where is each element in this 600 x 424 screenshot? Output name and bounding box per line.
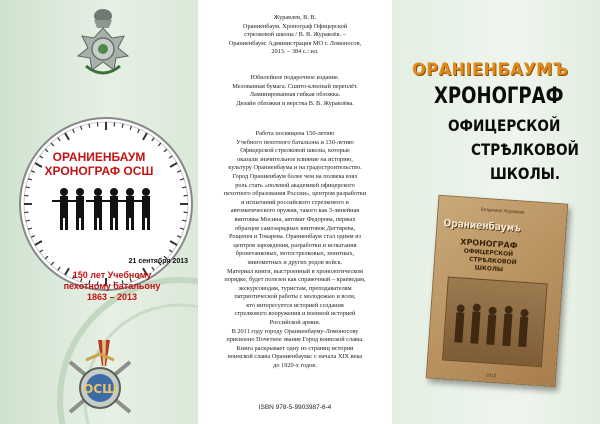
description-line: порядке, будет полезен как справочный – краеведам, — [224, 276, 366, 284]
crest-badge-icon — [72, 6, 134, 88]
clock-tick — [26, 220, 30, 221]
cover-title-line1: ХРОНОГРАФ — [434, 84, 564, 109]
description-line: Материал книги, выстроенный в хронологическом — [226, 267, 363, 275]
description-line: оказали значительное влияние на историю, — [237, 155, 353, 163]
book-title-line2: ОФИЦЕРСКОЙ — [463, 247, 514, 259]
cover-city-title: ОРАНIЕНБАУМЪ — [412, 60, 569, 80]
isbn: ISBN 978-5-9903987-6-4 — [258, 404, 332, 411]
info-panel — [198, 0, 392, 424]
annotation-line: Юбилейное подарочное издание. — [250, 74, 340, 81]
description-line: присвоено Почетное звание Город воинской славы. — [226, 336, 364, 344]
clock-tick — [182, 187, 186, 188]
clock-date: 21 сентября 2013 — [128, 258, 188, 265]
biblio-line: Ораниенбаум. Хронограф Офицерской — [242, 22, 348, 30]
clock-anniversary-years: 1863 – 2013 — [86, 292, 138, 302]
description-line: Офицерской стрелковой школы, которые — [240, 147, 350, 155]
bibliographic-entry — [210, 14, 380, 57]
description-line: образцов самозарядных винтовок Дегтярева, — [234, 224, 356, 232]
book-title-line3: СТРѢЛКОВОЙ — [468, 255, 517, 267]
biblio-line: 2013. – 384 с.: ил. — [271, 48, 319, 56]
description-line: автоматического оружия, такого как 3-линейная — [230, 207, 360, 215]
biblio-line: Журавлев, В. В. — [273, 14, 317, 21]
description-line: воинской славы Ораниенбаума: с начала XIX века — [227, 353, 363, 361]
soldiers-silhouette-icon — [50, 186, 162, 236]
svg-text:ОСШ: ОСШ — [83, 382, 117, 396]
description-line: патриотической работы с молодежью и всем, — [234, 293, 356, 301]
biblio-line: стрелковой школы / В. В. Журавлёв. – — [244, 31, 346, 39]
clock-title-city: ОРАНИЕНБАУМ — [52, 150, 146, 164]
book-author: Владимир Журавлев — [480, 206, 525, 215]
book-soldiers-photo — [442, 277, 548, 368]
description-line: роль стать «полевой академией офицерского — [235, 181, 355, 189]
clock-tick — [122, 124, 123, 128]
description-line: центров зарождения, разработки и испытания — [233, 241, 357, 249]
book-city-title: Ораниенбаумъ — [443, 218, 522, 235]
description-line: Работа посвящена 150-летию — [255, 130, 335, 137]
description-line: минометных и других родов войск. — [247, 258, 343, 266]
school-badge-icon — [66, 352, 134, 422]
book-cover-image — [426, 195, 569, 388]
description-line: бронетанковых, мотострелковых, зенитных, — [235, 250, 355, 258]
clock-title-chronograph: ХРОНОГРАФ ОСШ — [44, 164, 154, 178]
annotation-line: Мелованная бумага. Сшито-клееный переплёт. — [232, 82, 358, 90]
description-line: винтовка Мосина, автомат Федорова, первых — [234, 215, 356, 223]
description-line: В 2011 году городу Ораниенбауму-Ломоносову — [231, 327, 359, 335]
description-line: культуру Ораниенбаума и на градостроительство. — [228, 164, 362, 172]
clock-anniversary-line2: пехотному батальону — [63, 281, 161, 291]
description-line: кто интересуется историей создания — [246, 301, 344, 309]
book-year: 2013 — [485, 372, 497, 379]
clock-tick — [26, 187, 30, 188]
book-title-line4: ШКОЛЫ — [474, 264, 504, 274]
description-line: Книга раскрывает одну из страниц истории — [236, 344, 354, 352]
description-line: Город Ораниенбаум более чем на полвека взял — [232, 172, 358, 180]
annotation-line: Ламинированная гибкая обложка. — [249, 91, 341, 99]
description-line: и испытаний российского стрелкового и — [241, 198, 349, 206]
edition-annotation — [210, 74, 380, 108]
cover-title-line4: ШКОЛЫ. — [490, 164, 561, 183]
description-line: стрелкового вооружения и военной историей — [234, 310, 356, 318]
description-line: Рощепея и Токарева. Ораниенбаум стал одним из — [229, 233, 361, 241]
clock-tick — [89, 124, 90, 128]
book-title-line1: ХРОНОГРАФ — [460, 237, 518, 251]
description-line: пехотного образования России», центром разработки — [223, 190, 367, 198]
clock-anniversary-line1: 150 лет Учебному — [72, 270, 152, 280]
chronograph-clock-face — [18, 116, 194, 292]
cover-title-line2: ОФИЦЕРСКОЙ — [448, 116, 561, 135]
book-description — [210, 130, 380, 371]
description-line: до 1920-х годов. — [273, 362, 317, 370]
clock-tick — [182, 220, 186, 221]
biblio-line: Ораниенбаум: Администрация МО г. Ломоносов, — [228, 39, 362, 47]
description-line: Российской армии. — [269, 319, 321, 327]
cover-title-line3: СТРѢЛКОВОЙ — [471, 140, 579, 159]
annotation-line: Дизайн обложки и верстка В. В. Журавлёва. — [236, 99, 354, 107]
description-line: Учебного пехотного батальона и 130-летию — [236, 138, 354, 146]
description-line: экскурсоводам, туристам, преподавателям — [238, 284, 352, 292]
